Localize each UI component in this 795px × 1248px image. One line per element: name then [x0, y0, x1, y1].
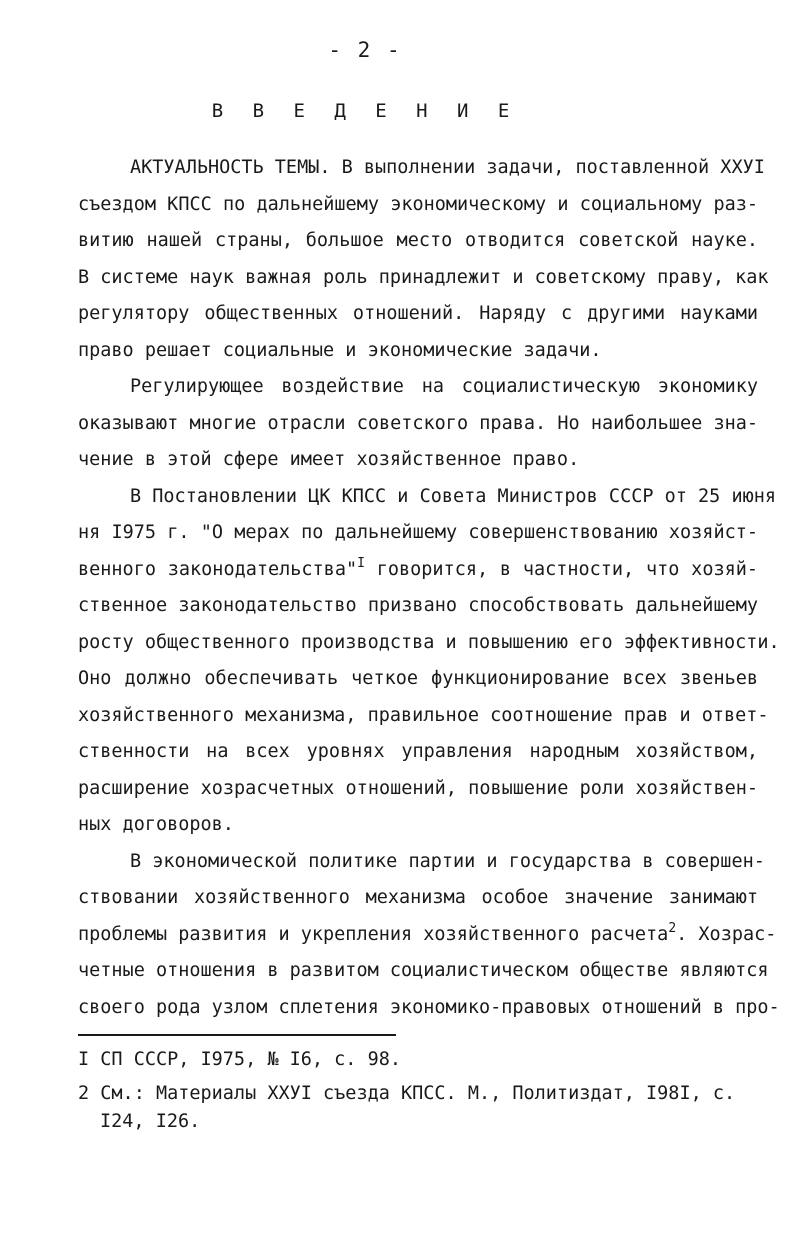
page-number: - 2 -: [328, 38, 402, 62]
text-line: хозяйственного механизма, правильное соотношение прав и ответ-: [78, 704, 769, 726]
paragraph-2: [78, 369, 758, 479]
text-line: чение в этой сфере имеет хозяйственное право.: [78, 449, 580, 470]
text-line: ня I975 г. "О мерах по дальнейшему совершенствованию хозяйст-: [78, 522, 758, 543]
footnote-2-line-2: I24, I26.: [100, 1111, 201, 1132]
text-segment: . Хозрас-: [676, 923, 777, 945]
text-line: витию нашей страны, большое место отводится советской науке.: [78, 230, 758, 251]
footnote-ref-1: I: [357, 555, 365, 571]
text-line: росту общественного производства и повышению его эффективности.: [78, 631, 780, 653]
footnote-ref-2: 2: [668, 920, 677, 936]
text-line: Регулирующее воздействие на социалистическую экономику: [130, 376, 758, 397]
body-text: [78, 150, 780, 1026]
section-heading: В В Е Д Е Н И Е: [211, 100, 519, 122]
text-line: право решает социальные и экономические задачи.: [78, 339, 602, 361]
footnote-2: [78, 1080, 758, 1136]
text-line: ственное законодательство призвано способствовать дальнейшему: [78, 595, 758, 616]
paragraph-4: [78, 844, 780, 1027]
text-line: ных договоров.: [78, 814, 234, 835]
text-line: [78, 917, 777, 954]
footnote-2-line-1: 2 См.: Материалы XXУI съезда КПСС. М., Политиздат, I98I, с.: [78, 1083, 736, 1104]
text-segment: венного законодательства": [78, 558, 358, 580]
text-line: АКТУАЛЬНОСТЬ ТЕМЫ. В выполнении задачи, поставленной XXУI: [130, 157, 765, 178]
text-line: В системе наук важная роль принадлежит и советскому праву, как: [78, 266, 769, 288]
paragraph-3: [78, 479, 780, 844]
text-line: ствовании хозяйственного механизма особое значение занимают: [78, 887, 758, 908]
text-line: четные отношения в развитом социалистическом обществе являются: [78, 960, 769, 981]
text-segment: проблемы развития и укрепления хозяйственного расчета: [78, 923, 669, 945]
text-line: своего рода узлом сплетения экономико-правовых отношений в про-: [78, 996, 780, 1018]
text-line: расширение хозрасчетных отношений, повышение роли хозяйствен-: [78, 777, 758, 799]
paragraph-1: [78, 150, 769, 369]
footnotes: [78, 1046, 758, 1142]
footnote-1: I СП СССР, I975, № I6, с. 98.: [78, 1049, 402, 1070]
footnote-divider: [78, 1034, 396, 1036]
text-line: В Постановлении ЦК КПСС и Совета Министров СССР от 25 июня: [130, 485, 777, 507]
text-line: В экономической политике партии и государства в совершен-: [130, 850, 765, 872]
text-line: ственности на всех уровнях управления народным хозяйством,: [78, 741, 758, 762]
text-line: съездом КПСС по дальнейшему экономическому и социальному раз-: [78, 193, 758, 215]
text-segment: говорится, в частности, что хозяй-: [364, 558, 759, 580]
text-line: [78, 552, 758, 589]
text-line: оказывают многие отрасли советского права. Но наибольшее зна-: [78, 412, 758, 434]
text-line: Оно должно обеспечивать четкое функционирование всех звеньев: [78, 668, 758, 689]
text-line: регулятору общественных отношений. Наряду с другими науками: [78, 303, 758, 324]
